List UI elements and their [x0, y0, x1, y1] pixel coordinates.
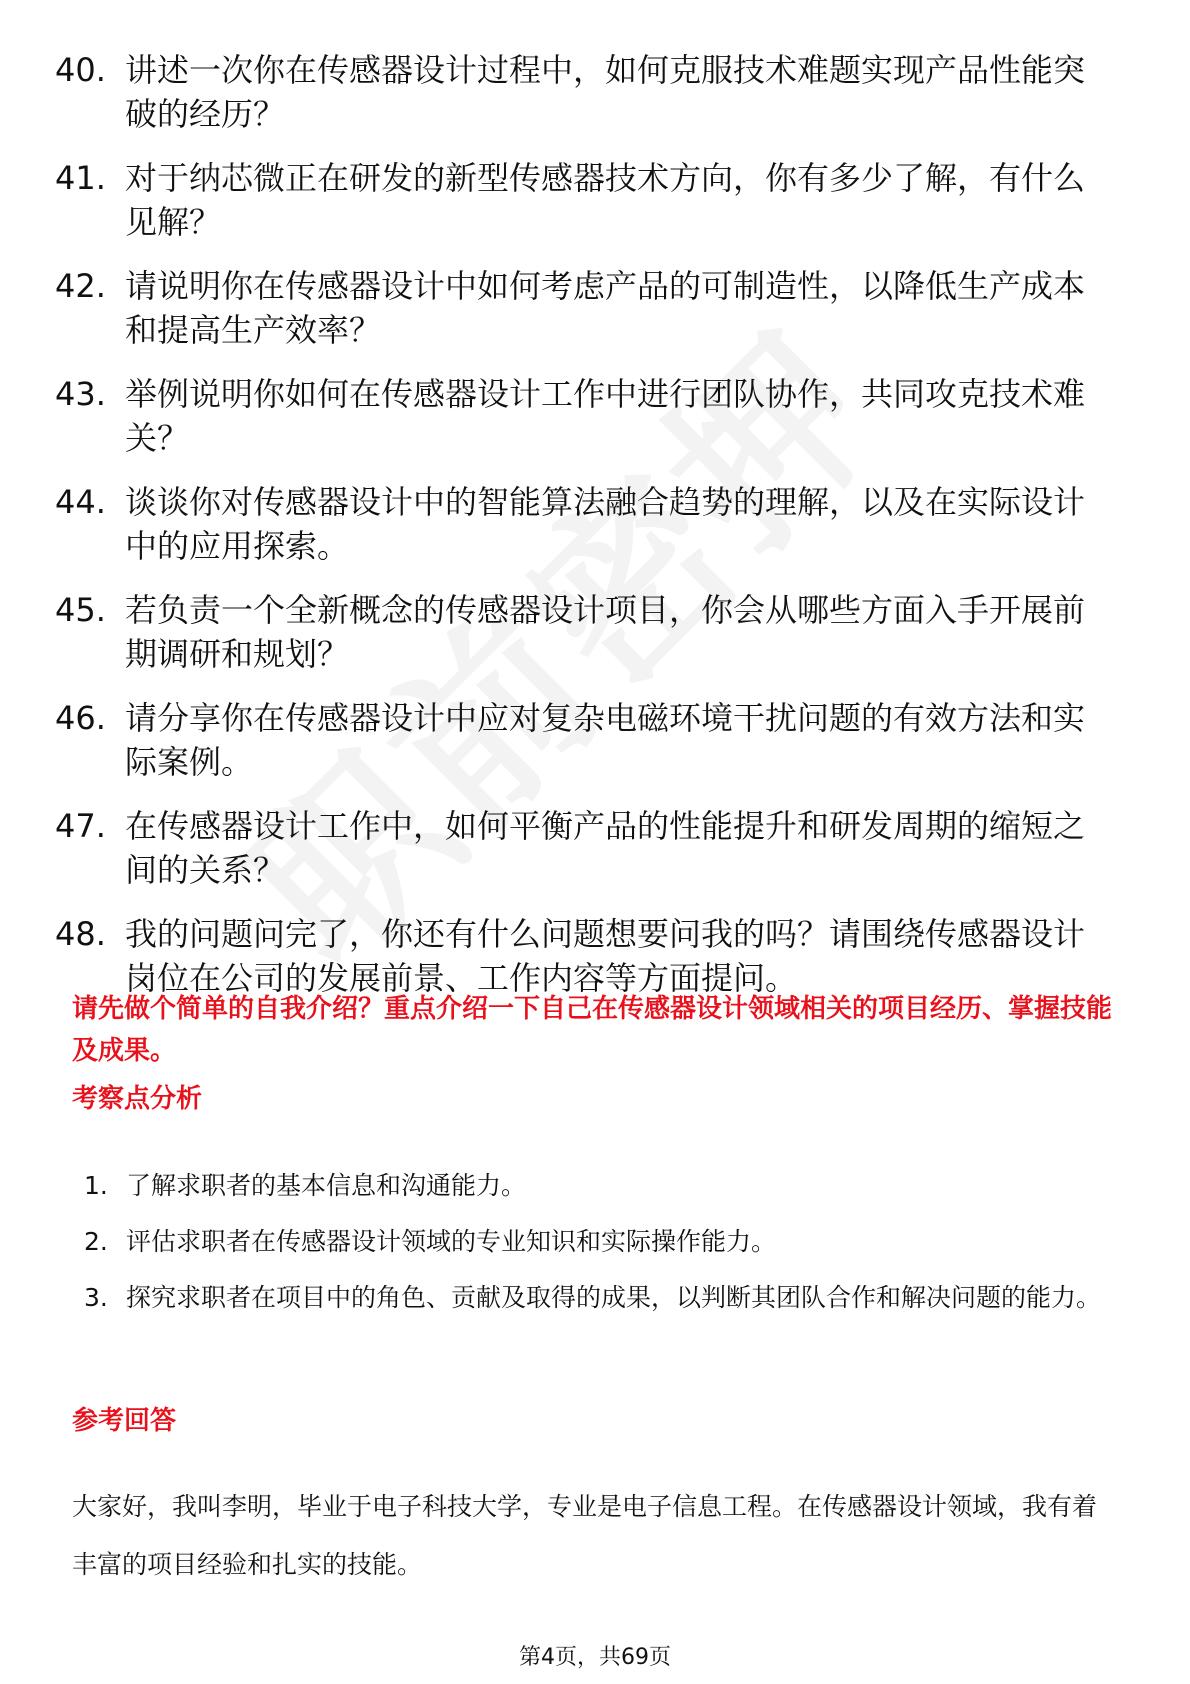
- point-text: 评估求职者在传感器设计领域的专业知识和实际操作能力。: [126, 1227, 777, 1256]
- question-text: 请说明你在传感器设计中如何考虑产品的可制造性，以降低生产成本和提高生产效率？: [125, 267, 1086, 349]
- point-number: 3.: [84, 1283, 108, 1312]
- question-item: [55, 804, 1115, 892]
- question-item: [55, 912, 1115, 1000]
- question-text: 请分享你在传感器设计中应对复杂电磁环境干扰问题的有效方法和实际案例。: [125, 699, 1086, 781]
- analysis-point: [84, 1270, 1119, 1326]
- question-item: [55, 48, 1115, 136]
- question-number: 47.: [55, 807, 106, 845]
- point-text: 探究求职者在项目中的角色、贡献及取得的成果，以判断其团队合作和解决问题的能力。: [126, 1283, 1102, 1312]
- question-text: 讲述一次你在传感器设计过程中，如何克服技术难题实现产品性能突破的经历？: [125, 51, 1086, 133]
- question-text: 谈谈你对传感器设计中的智能算法融合趋势的理解，以及在实际设计中的应用探索。: [125, 483, 1086, 565]
- question-number: 41.: [55, 159, 106, 197]
- reference-answer: 大家好，我叫李明，毕业于电子科技大学，专业是电子信息工程。在传感器设计领域，我有着丰富的项目经验和扎实的技能。: [72, 1492, 1098, 1579]
- question-number: 44.: [55, 483, 106, 521]
- question-number: 45.: [55, 591, 106, 629]
- question-number: 43.: [55, 375, 106, 413]
- question-number: 46.: [55, 699, 106, 737]
- question-number: 42.: [55, 267, 106, 305]
- question-text: 对于纳芯微正在研发的新型传感器技术方向，你有多少了解，有什么见解？: [125, 159, 1086, 241]
- point-number: 2.: [84, 1227, 108, 1256]
- question-number: 40.: [55, 51, 106, 89]
- analysis-point: [84, 1214, 1119, 1270]
- analysis-points: [84, 1158, 1119, 1326]
- point-number: 1.: [84, 1171, 108, 1200]
- question-text: 我的问题问完了，你还有什么问题想要问我的吗？请围绕传感器设计岗位在公司的发展前景、工作内容等方面提问。: [125, 915, 1086, 997]
- question-list: [55, 48, 1115, 1020]
- point-text: 了解求职者的基本信息和沟通能力。: [126, 1171, 527, 1200]
- question-text: 举例说明你如何在传感器设计工作中进行团队协作，共同攻克技术难关？: [125, 375, 1086, 457]
- question-text: 若负责一个全新概念的传感器设计项目，你会从哪些方面入手开展前期调研和规划？: [125, 591, 1086, 673]
- analysis-title: 考察点分析: [72, 1084, 203, 1114]
- question-number: 48.: [55, 915, 106, 953]
- question-text: 在传感器设计工作中，如何平衡产品的性能提升和研发周期的缩短之间的关系？: [125, 807, 1086, 889]
- question-item: [55, 372, 1115, 460]
- question-item: [55, 480, 1115, 568]
- question-item: [55, 588, 1115, 676]
- question-item: [55, 156, 1115, 244]
- page-footer: 第4页，共69页: [519, 1645, 671, 1670]
- question-item: [55, 696, 1115, 784]
- highlight-question: 请先做个简单的自我介绍？重点介绍一下自己在传感器设计领域相关的项目经历、掌握技能及成果。: [72, 994, 1113, 1066]
- reference-title: 参考回答: [72, 1406, 177, 1436]
- question-item: [55, 264, 1115, 352]
- analysis-point: [84, 1158, 1119, 1214]
